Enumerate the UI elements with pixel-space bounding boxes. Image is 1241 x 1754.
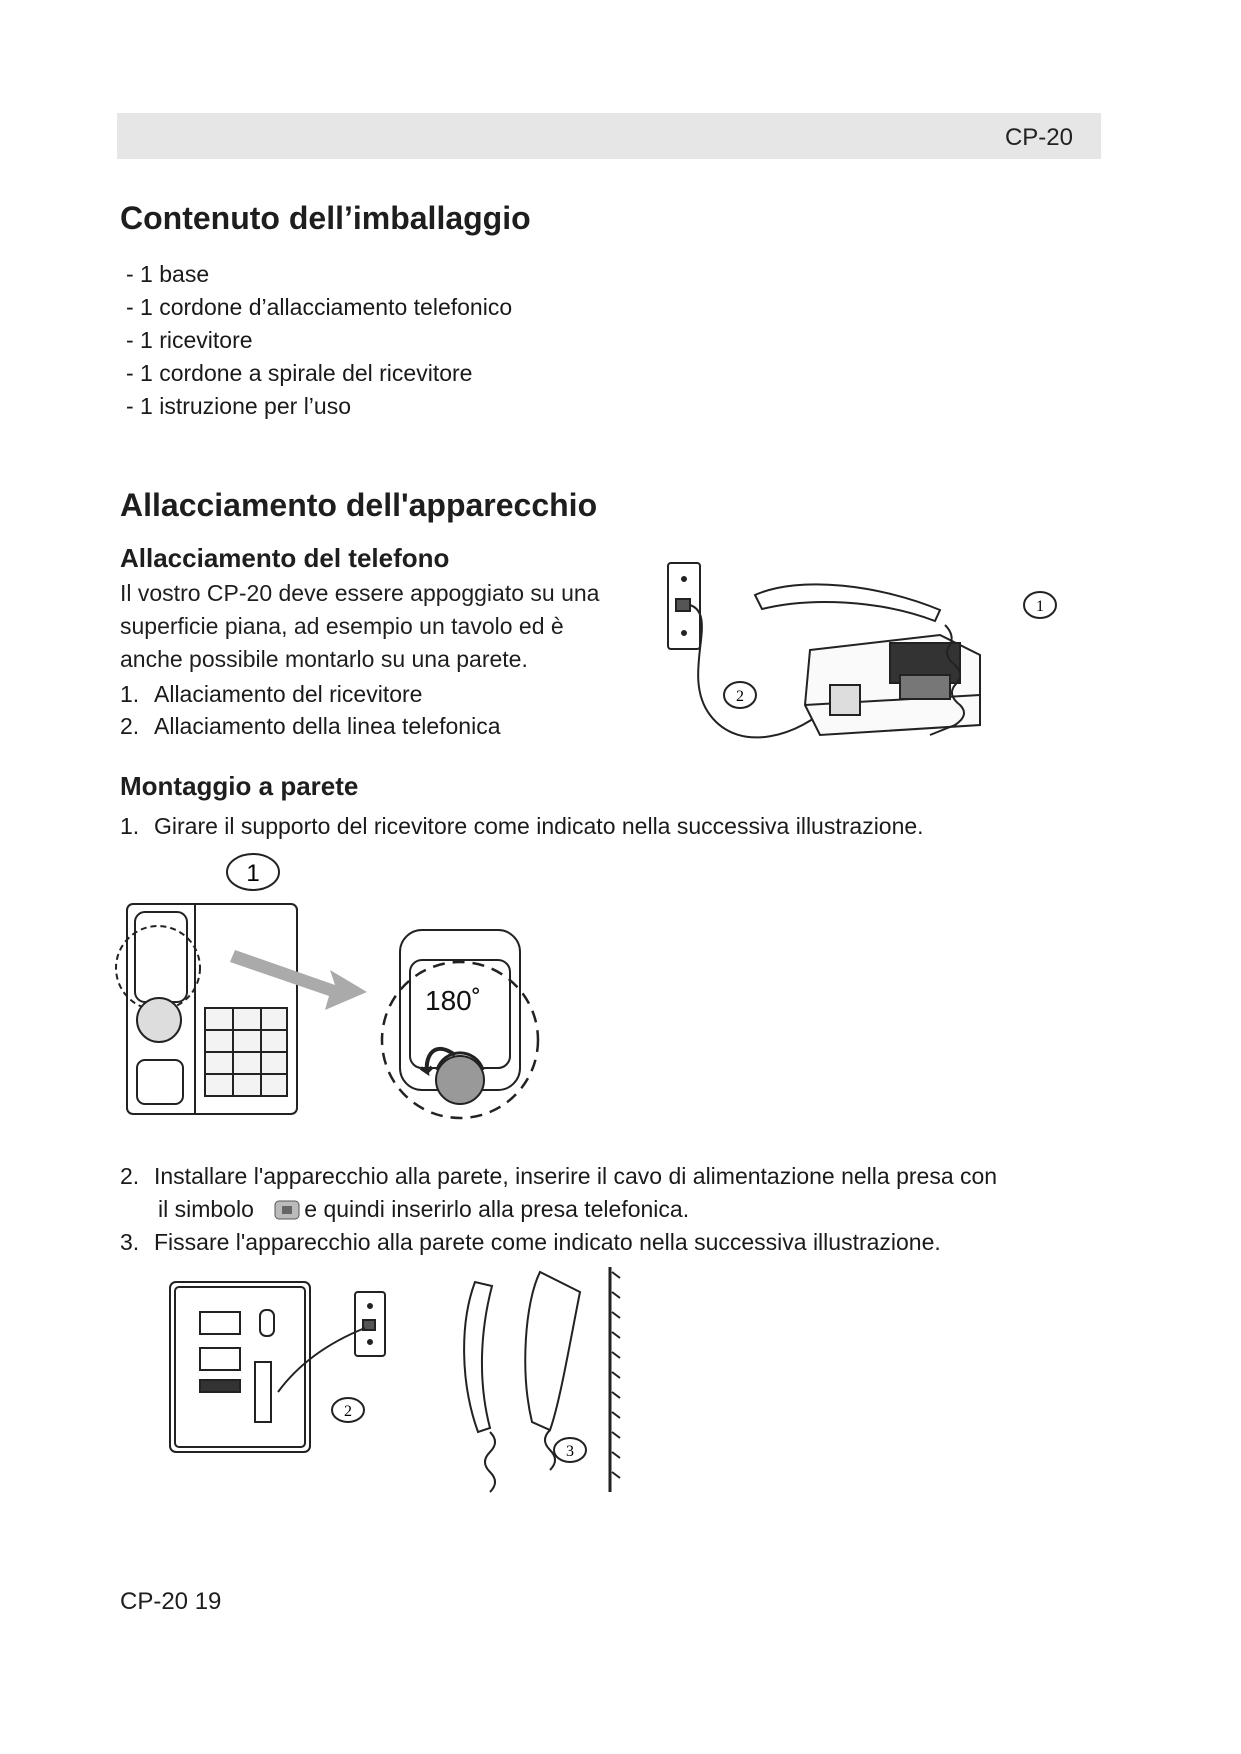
list-item: - 1 ricevitore xyxy=(126,327,253,353)
list-item: - 1 istruzione per l’uso xyxy=(126,393,351,419)
paragraph-line: superficie piana, ad esempio un tavolo ed è xyxy=(120,613,564,639)
figure-label-1 xyxy=(227,854,279,890)
wall-mount-title: Montaggio a parete xyxy=(120,771,359,801)
svg-text:2: 2 xyxy=(344,1403,352,1420)
list-item: 2. Allaciamento della linea telefonica xyxy=(120,713,501,739)
phone-back-icon xyxy=(170,1282,310,1452)
wall-socket-icon xyxy=(668,563,700,649)
page-footer: CP-20 19 xyxy=(120,1588,222,1615)
wall-mount-step-1 xyxy=(120,810,924,842)
list-item: 1. Girare il supporto del ricevitore come indicato nella successiva illustrazione. xyxy=(120,813,924,839)
header-bar xyxy=(117,113,1101,159)
list-item: - 1 cordone d’allacciamento telefonico xyxy=(126,294,513,320)
paragraph-line: Il vostro CP-20 deve essere appoggiato su una xyxy=(120,580,600,606)
handset-icon xyxy=(755,584,940,621)
packaging-title: Contenuto dell’imballaggio xyxy=(120,200,531,236)
rotation-illustration xyxy=(115,850,555,1140)
figure-label-1 xyxy=(1024,592,1056,618)
svg-text:3: 3 xyxy=(566,1443,574,1460)
list-item: 1. Allaciamento del ricevitore xyxy=(120,681,423,707)
phone-front-icon xyxy=(116,904,297,1114)
line-cord xyxy=(278,1328,365,1392)
connection-paragraph xyxy=(120,577,660,676)
cradle-detail-icon xyxy=(382,930,538,1118)
figure-label-2 xyxy=(332,1398,364,1422)
wall-mount-step-3: 3. Fissare l'apparecchio alla parete come indicato nella successiva illustrazione. xyxy=(120,1229,941,1255)
svg-text:1: 1 xyxy=(1036,598,1044,615)
paragraph-line: anche possibile montarlo su una parete. xyxy=(120,646,528,672)
wall-socket-icon xyxy=(355,1292,385,1356)
packaging-list xyxy=(126,258,512,423)
figure-label-2 xyxy=(724,682,756,708)
phone-connection-illustration xyxy=(660,555,1080,765)
wall-mounted-phone-icon xyxy=(464,1267,620,1492)
list-item-continuation: il simbolo e quindi inserirlo alla presa telefonica. xyxy=(158,1196,690,1222)
figure-label-3 xyxy=(554,1438,586,1462)
wall-fixing-illustration xyxy=(160,1262,640,1512)
arrow-icon xyxy=(230,950,367,1010)
phone-jack-symbol-icon xyxy=(274,1199,302,1221)
header-model: CP-20 xyxy=(1004,124,1073,151)
svg-text:2: 2 xyxy=(736,688,744,705)
wall-mount-step-2 xyxy=(120,1160,997,1226)
connection-steps xyxy=(120,678,501,742)
connection-title: Allacciamento dell'apparecchio xyxy=(120,487,598,523)
rotation-label: 180˚ xyxy=(425,985,482,1016)
list-item: 2. Installare l'apparecchio alla parete, inserire il cavo di alimentazione nella presa con xyxy=(120,1163,998,1189)
list-item: - 1 cordone a spirale del ricevitore xyxy=(126,360,473,386)
list-item: - 1 base xyxy=(126,261,210,287)
connection-subtitle: Allacciamento del telefono xyxy=(120,543,450,573)
svg-text:1: 1 xyxy=(246,860,260,887)
